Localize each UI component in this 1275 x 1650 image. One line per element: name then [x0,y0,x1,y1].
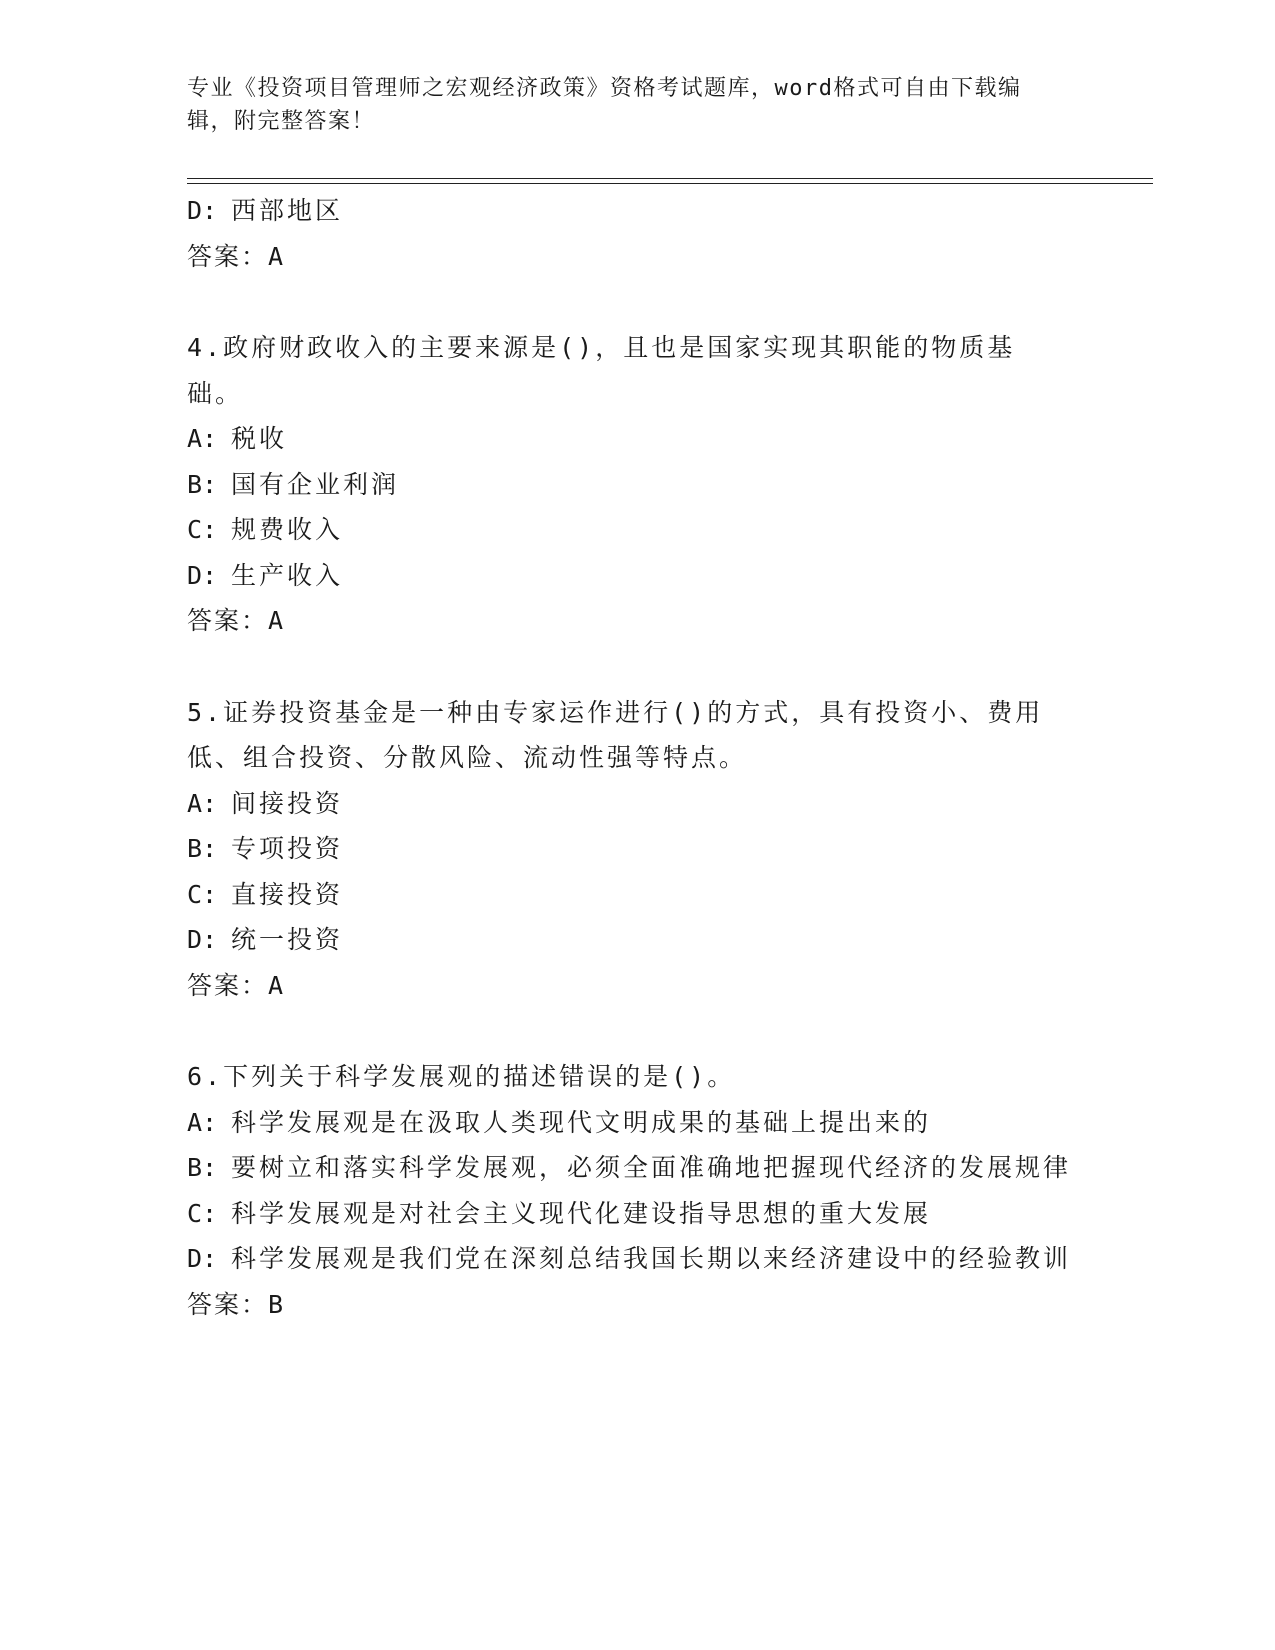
option-line [187,1191,1087,1237]
option-line [187,1236,1087,1282]
option-line [187,781,1087,827]
option-text: 西部地区 [231,196,344,225]
option-text: 生产收入 [231,560,344,590]
option-text: 科学发展观是我们党在深刻总结我国长期以来经济建设中的经验教训 [231,1244,1072,1273]
option-text: 专项投资 [231,834,344,863]
answer-value: A [268,970,286,1000]
option-line [187,917,1087,963]
option-line [187,462,1087,508]
option-key: A: [187,424,218,453]
spacer [187,1008,1087,1054]
option-text: 间接投资 [231,788,344,818]
answer-value: A [268,241,286,271]
answer-label: 答案： [187,1289,269,1319]
answer-label: 答案： [187,241,269,271]
answer-value: A [268,606,286,635]
option-text: 直接投资 [231,879,344,909]
option-text: 要树立和落实科学发展观，必须全面准确地把握现代经济的发展规律 [231,1153,1072,1182]
header-text: 专业《投资项目管理师之宏观经济政策》资格考试题库，word格式可自由下载编辑，附完整答案！ [187,76,1022,134]
question-block [187,1054,1087,1327]
option-key: B: [187,469,218,499]
option-line [187,507,1087,553]
question-stem: 5.证券投资基金是一种由专家运作进行()的方式，具有投资小、费用低、组合投资、分散风险、流动性强等特点。 [187,697,1044,772]
answer-line [187,963,1087,1009]
prev-question [187,188,1087,279]
option-line [187,1100,1087,1146]
option-text: 税收 [231,424,288,453]
spacer [187,279,1087,325]
answer-label: 答案： [187,606,269,635]
option-text: 科学发展观是对社会主义现代化建设指导思想的重大发展 [231,1198,932,1228]
answer-label: 答案： [187,970,269,1000]
header-rule-bottom [187,183,1153,184]
option-line [187,872,1087,918]
spacer [187,644,1087,690]
option-key: D: [187,560,218,590]
header-rule-top [187,178,1153,179]
answer-line [187,234,1087,280]
option-key: D: [187,196,218,225]
answer-value: B [268,1289,286,1319]
option-text: 国有企业利润 [231,469,400,499]
question-block [187,325,1087,644]
option-line [187,553,1087,599]
option-line [187,826,1087,872]
document-header [187,72,1067,138]
option-key: C: [187,1198,218,1228]
question-block [187,690,1087,1009]
option-text: 规费收入 [231,515,344,544]
option-line [187,188,1087,234]
option-key: C: [187,879,218,909]
option-key: C: [187,515,218,544]
question-stem: 4.政府财政收入的主要来源是()，且也是国家实现其职能的物质基础。 [187,333,1016,408]
option-key: D: [187,925,218,954]
option-key: D: [187,1244,218,1273]
option-key: B: [187,834,218,863]
option-key: B: [187,1153,218,1182]
option-text: 科学发展观是在汲取人类现代文明成果的基础上提出来的 [231,1107,932,1137]
question-stem: 6.下列关于科学发展观的描述错误的是()。 [187,1062,736,1091]
option-line [187,416,1087,462]
option-line [187,1145,1087,1191]
question-content [187,188,1087,1327]
option-key: A: [187,788,218,818]
option-text: 统一投资 [231,925,344,954]
answer-line [187,1282,1087,1328]
option-key: A: [187,1107,218,1137]
answer-line [187,598,1087,644]
